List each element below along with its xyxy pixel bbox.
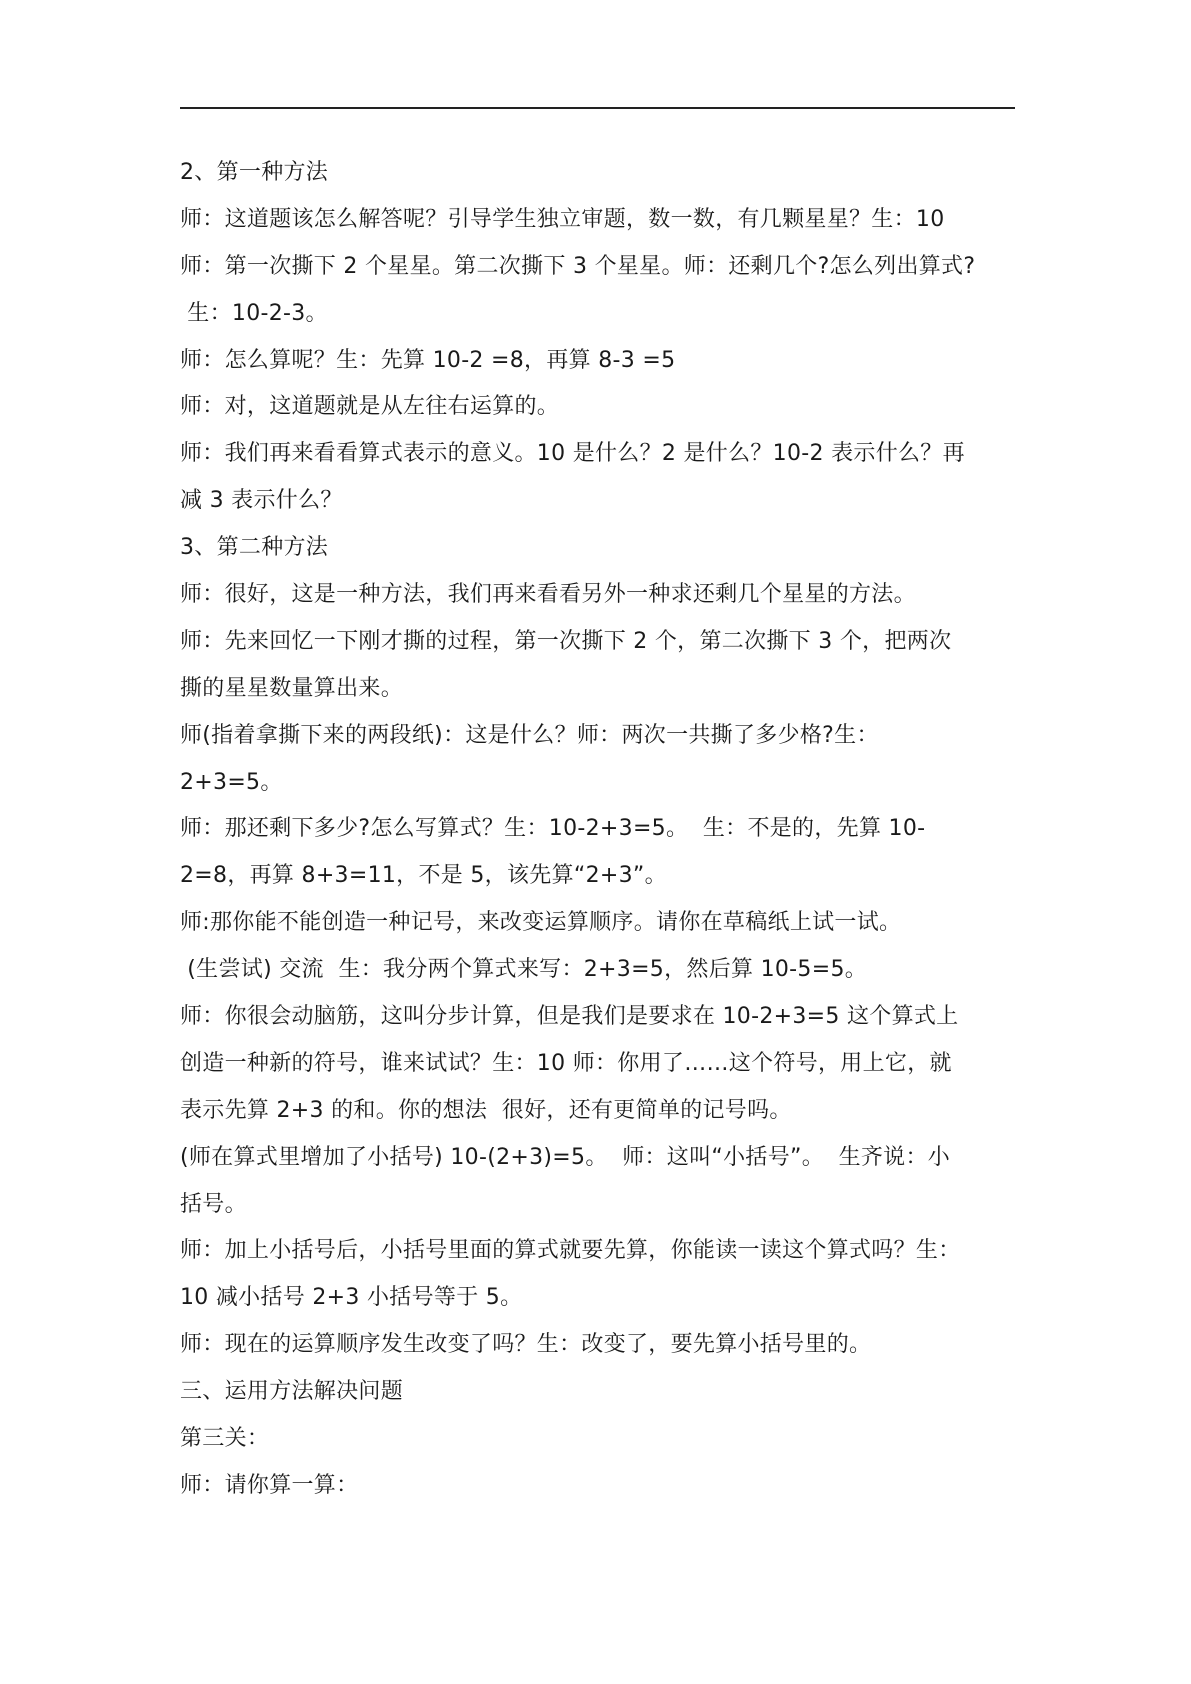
text-line: 生：10-2-3。 xyxy=(180,300,328,326)
text-line: 师：那还剩下多少?怎么写算式？生：10-2+3=5。 生：不是的，先算 10- xyxy=(180,816,926,842)
text-line: 师：现在的运算顺序发生改变了吗？生：改变了，要先算小括号里的。 xyxy=(180,1332,872,1358)
text-line: 10 减小括号 2+3 小括号等于 5。 xyxy=(180,1285,523,1311)
section-heading-method-2: 3、第二种方法 xyxy=(180,535,329,561)
document-body xyxy=(180,150,1040,1510)
text-line: 第三关： xyxy=(180,1426,270,1452)
text-line: 师：第一次撕下 2 个星星。第二次撕下 3 个星星。师：还剩几个?怎么列出算式? xyxy=(180,253,976,279)
text-line: 师：这道题该怎么解答呢？引导学生独立审题，数一数，有几颗星星？生：10 xyxy=(180,206,945,232)
text-line: 撕的星星数量算出来。 xyxy=(180,675,404,701)
text-line: 师：对，这道题就是从左往右运算的。 xyxy=(180,394,560,420)
text-line: 师：很好，这是一种方法，我们再来看看另外一种求还剩几个星星的方法。 xyxy=(180,582,916,608)
text-line: 减 3 表示什么？ xyxy=(180,488,343,514)
text-line: 师:那你能不能创造一种记号，来改变运算顺序。请你在草稿纸上试一试。 xyxy=(180,910,902,936)
text-line: (生尝试) 交流 生：我分两个算式来写：2+3=5，然后算 10-5=5。 xyxy=(180,957,868,983)
text-line: 括号。 xyxy=(180,1191,247,1217)
text-line: 师：先来回忆一下刚才撕的过程，第一次撕下 2 个，第二次撕下 3 个，把两次 xyxy=(180,628,952,654)
text-line: (师在算式里增加了小括号) 10-(2+3)=5。 师：这叫“小括号”。 生齐说：小 xyxy=(180,1144,951,1170)
text-line: 2=8，再算 8+3=11，不是 5，该先算“2+3”。 xyxy=(180,863,667,889)
text-line: 师：怎么算呢？生：先算 10-2 =8，再算 8-3 =5 xyxy=(180,347,676,373)
text-line: 创造一种新的符号，谁来试试？生：10 师：你用了……这个符号，用上它，就 xyxy=(180,1050,952,1076)
text-line: 师(指着拿撕下来的两段纸)：这是什么？师：两次一共撕了多少格?生： xyxy=(180,722,879,748)
text-line: 师：加上小括号后，小括号里面的算式就要先算，你能读一读这个算式吗？生： xyxy=(180,1238,961,1264)
text-line: 师：我们再来看看算式表示的意义。10 是什么？2 是什么？10-2 表示什么？再 xyxy=(180,441,965,467)
section-heading-method-1: 2、第一种方法 xyxy=(180,160,329,185)
text-line: 师：你很会动脑筋，这叫分步计算，但是我们是要求在 10-2+3=5 这个算式上 xyxy=(180,1004,959,1030)
header-rule xyxy=(180,107,1015,109)
section-heading-apply: 三、运用方法解决问题 xyxy=(180,1379,404,1405)
text-line: 表示先算 2+3 的和。你的想法 很好，还有更简单的记号吗。 xyxy=(180,1097,792,1123)
text-line: 2+3=5。 xyxy=(180,769,283,795)
text-line: 师：请你算一算： xyxy=(180,1472,359,1498)
